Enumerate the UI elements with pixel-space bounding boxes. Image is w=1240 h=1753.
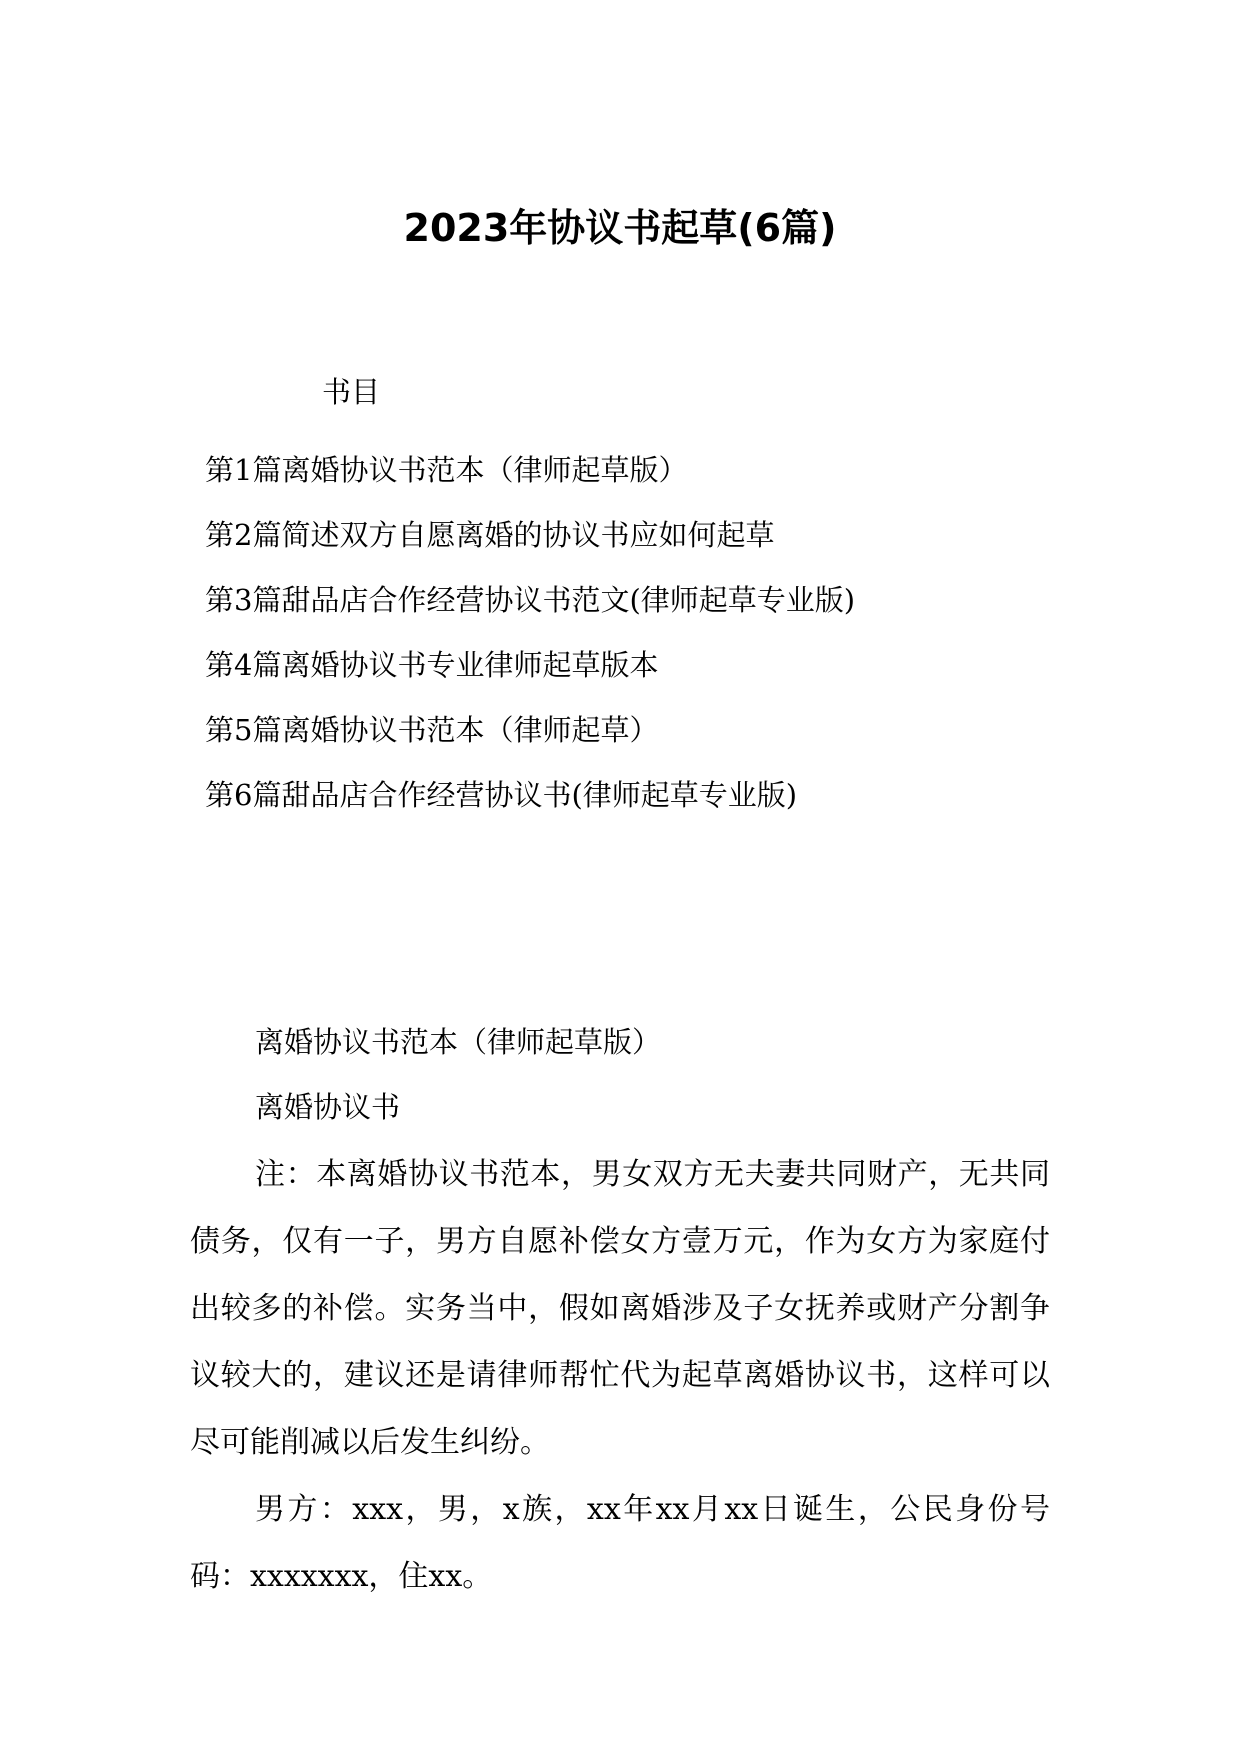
male-party-paragraph: 男方：xxx，男，x族，xx年xx月xx日诞生，公民身份号码：xxxxxxx，住xx。 [190, 1492, 1050, 1594]
toc-item-3: 第3篇甜品店合作经营协议书范文(律师起草专业版) [205, 583, 856, 617]
toc-item-6: 第6篇甜品店合作经营协议书(律师起草专业版) [205, 778, 798, 812]
section-title: 离婚协议书范本（律师起草版） [255, 1025, 662, 1059]
toc-item-4: 第4篇离婚协议书专业律师起草版本 [205, 648, 659, 682]
section-subtitle: 离婚协议书 [255, 1090, 401, 1124]
toc-item-1: 第1篇离婚协议书范本（律师起草版） [205, 453, 688, 487]
table-of-contents [205, 438, 855, 828]
toc-item-2: 第2篇简述双方自愿离婚的协议书应如何起草 [205, 518, 775, 552]
toc-item-5: 第5篇离婚协议书范本（律师起草） [205, 713, 659, 747]
document-title: 2023年协议书起草(6篇) [403, 206, 837, 250]
note-paragraph: 注：本离婚协议书范本，男女双方无夫妻共同财产，无共同债务，仅有一子，男方自愿补偿女方壹万元，作为女方为家庭付出较多的补偿。实务当中，假如离婚涉及子女抚养或财产分割争议较大的，建议还是请律师帮忙代为起草离婚协议书，这样可以尽可能削减以后发生纠纷。 [190, 1157, 1050, 1460]
toc-heading: 书目 [322, 375, 381, 409]
